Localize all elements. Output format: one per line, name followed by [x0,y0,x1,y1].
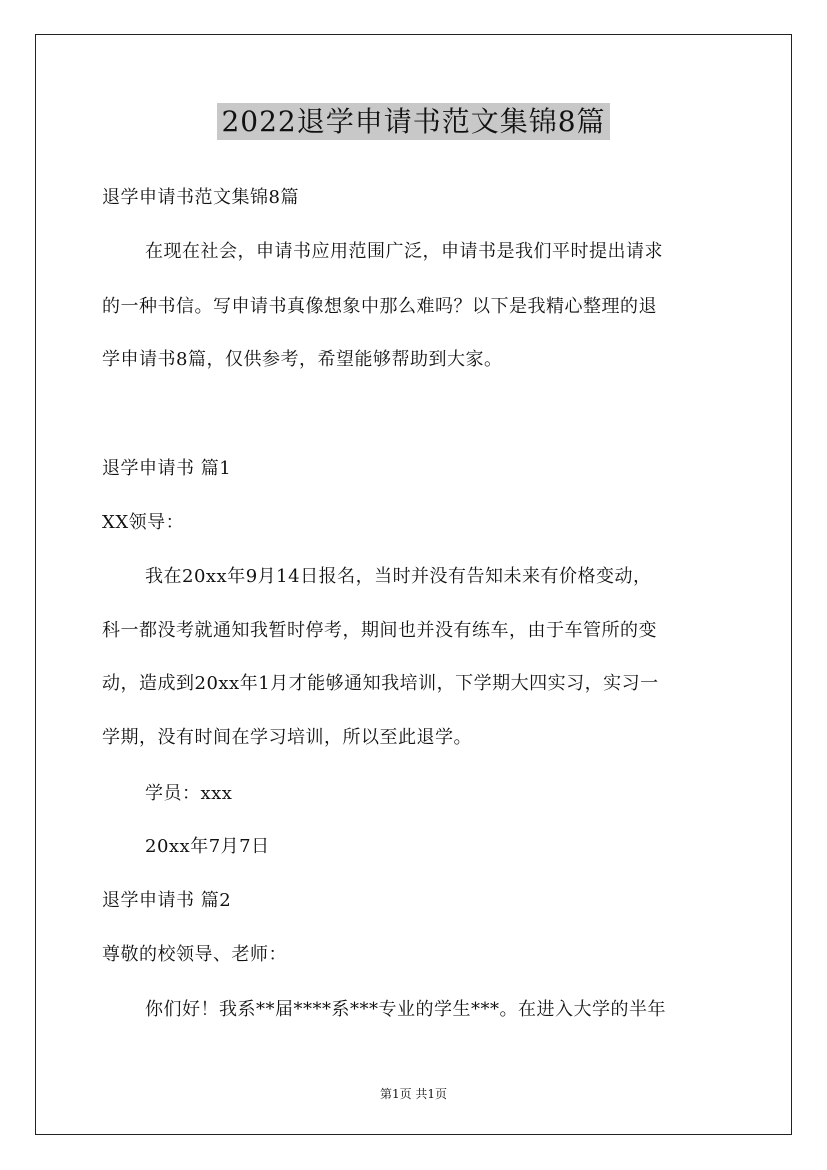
section2-heading: 退学申请书 篇2 [102,890,232,911]
intro-line-1: 在现在社会，申请书应用范围广泛，申请书是我们平时提出请求 [145,241,663,262]
section1-heading: 退学申请书 篇1 [102,458,232,479]
section1-signature: 学员：xxx [145,783,233,804]
section2-salutation: 尊敬的校领导、老师： [102,944,287,965]
document-subtitle: 退学申请书范文集锦8篇 [102,187,299,208]
section1-body-line-1: 我在20xx年9月14日报名，当时并没有告知未来有价格变动， [145,566,652,587]
section2-body-line-1: 你们好！我系**届****系***专业的学生***。在进入大学的半年 [145,999,666,1020]
section1-body-line-3: 动，造成到20xx年1月才能够通知我培训，下学期大四实习，实习一 [102,673,659,694]
section1-body-line-2: 科一都没考就通知我暂时停考，期间也并没有练车，由于车管所的变 [102,620,657,641]
document-title-wrapper [0,100,827,140]
document-title: 2022退学申请书范文集锦8篇 [217,103,609,140]
section1-salutation: XX领导： [102,512,185,533]
section1-body-line-4: 学期，没有时间在学习培训，所以至此退学。 [102,727,472,748]
page-footer: 第1页 共1页 [379,1087,448,1101]
intro-line-2: 的一种书信。写申请书真像想象中那么难吗？以下是我精心整理的退 [102,296,657,317]
section1-date: 20xx年7月7日 [145,836,270,857]
intro-line-3: 学申请书8篇，仅供参考，希望能够帮助到大家。 [102,349,503,370]
